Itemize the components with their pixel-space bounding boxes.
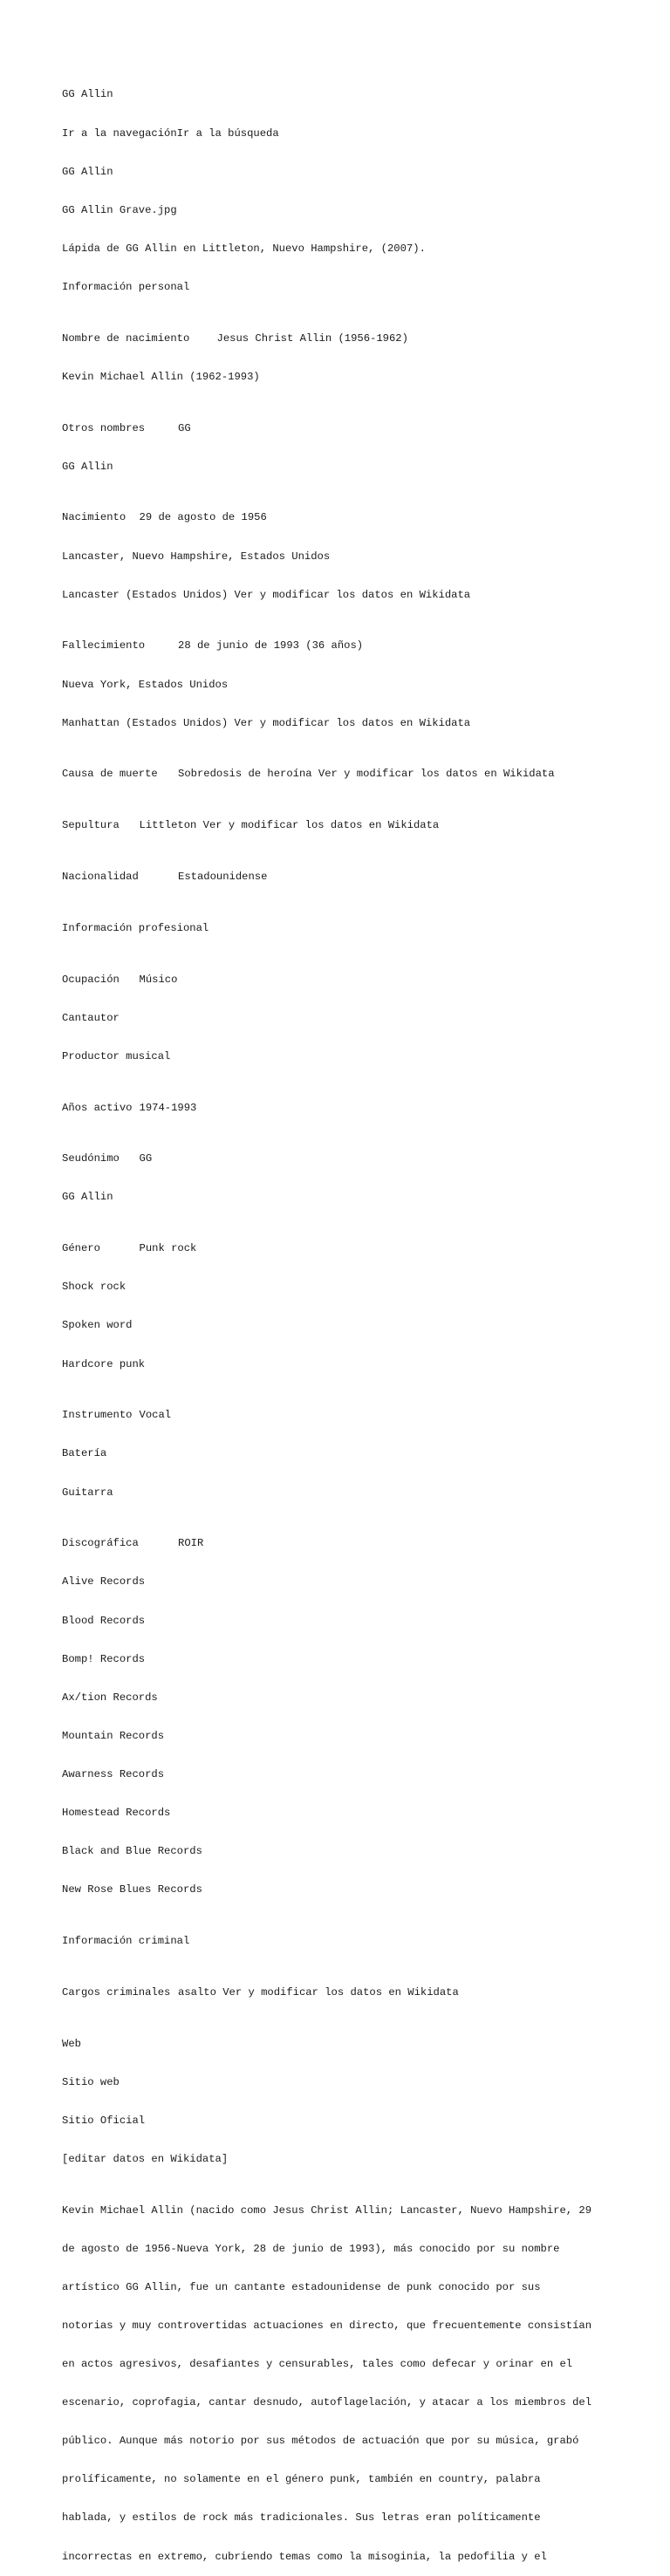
row-continuation: Bomp! Records	[62, 1652, 146, 1665]
row-value: ROIR	[178, 1537, 204, 1550]
row-birth-name	[62, 332, 638, 345]
row-nationality	[62, 871, 638, 884]
row-label: Seudónimo	[62, 1152, 120, 1165]
row-label: Otros nombres	[62, 421, 146, 434]
row-label: Nombre de nacimiento	[62, 331, 190, 345]
section-heading-web: Web	[62, 2037, 81, 2050]
row-continuation: Spoken word	[62, 1319, 133, 1332]
row-continuation[interactable]: Lancaster (Estados Unidos) Ver y modificar los datos en Wikidata	[62, 588, 471, 601]
section-heading-personal: Información personal	[62, 280, 190, 293]
row-label: Cargos criminales	[62, 1985, 171, 1999]
row-continuation: Homestead Records	[62, 1807, 171, 1819]
page-title: GG Allin	[62, 88, 113, 101]
row-continuation[interactable]: Manhattan (Estados Unidos) Ver y modificar los datos en Wikidata	[62, 716, 471, 729]
row-continuation: Ax/tion Records	[62, 1691, 158, 1704]
row-value: Punk rock	[139, 1242, 197, 1255]
row-value: 1974-1993	[139, 1101, 197, 1114]
row-continuation: Blood Records	[62, 1614, 146, 1627]
row-label: Años activo	[62, 1101, 133, 1114]
paragraph-line: público. Aunque más notorio por sus métodos de actuación que por su música, grabó	[62, 2435, 579, 2448]
row-continuation: Guitarra	[62, 1486, 113, 1499]
row-label: Discográfica	[62, 1537, 139, 1550]
row-continuation: Batería	[62, 1447, 107, 1460]
paragraph-line: Kevin Michael Allin (nacido como Jesus Christ Allin; Lancaster, Nuevo Hampshire, 29	[62, 2204, 592, 2217]
row-continuation: Hardcore punk	[62, 1357, 146, 1370]
row-value[interactable]: asalto Ver y modificar los datos en Wikidata	[178, 1985, 459, 1999]
paragraph-line: prolíficamente, no solamente en el género punk, también en country, palabra	[62, 2473, 541, 2486]
edit-wikidata-link[interactable]: [editar datos en Wikidata]	[62, 2152, 229, 2165]
row-value: Jesus Christ Allin (1956-1962)	[216, 331, 408, 345]
row-genre	[62, 1242, 638, 1255]
row-label: Sepultura	[62, 819, 120, 832]
infobox-title: GG Allin	[62, 165, 113, 178]
paragraph-line: incorrectas en extremo, cubriendo temas como la misoginia, la pedofilia y el	[62, 2550, 547, 2563]
row-death	[62, 639, 638, 653]
row-continuation: Productor musical	[62, 1049, 171, 1063]
row-value[interactable]: Littleton Ver y modificar los datos en Wikidata	[139, 819, 440, 832]
row-website-label: Sitio web	[62, 2075, 120, 2088]
row-continuation: Kevin Michael Allin (1962-1993)	[62, 370, 260, 383]
row-criminal-charges	[62, 1986, 638, 1999]
row-continuation: GG Allin	[62, 1191, 113, 1204]
row-value: Estadounidense	[178, 871, 268, 884]
skip-links[interactable]: Ir a la navegaciónIr a la búsqueda	[62, 126, 279, 140]
row-instrument	[62, 1409, 638, 1422]
row-birth	[62, 511, 638, 524]
row-label: Género	[62, 1242, 100, 1255]
row-label: Fallecimiento	[62, 639, 146, 653]
row-value: 29 de agosto de 1956	[139, 511, 267, 524]
row-continuation: Lancaster, Nuevo Hampshire, Estados Unidos	[62, 550, 331, 563]
official-site-link[interactable]: Sitio Oficial	[62, 2114, 146, 2127]
row-value: GG	[139, 1152, 153, 1165]
row-label: Causa de muerte	[62, 768, 158, 781]
row-pseudonym	[62, 1152, 638, 1165]
row-occupation	[62, 974, 638, 987]
section-heading-professional: Información profesional	[62, 921, 209, 934]
paragraph-line: artístico GG Allin, fue un cantante estadounidense de punk conocido por sus	[62, 2280, 541, 2293]
row-continuation: New Rose Blues Records	[62, 1883, 202, 1896]
row-label: Ocupación	[62, 973, 120, 986]
row-years-active	[62, 1102, 638, 1115]
row-value: GG	[178, 421, 191, 434]
row-continuation: Nueva York, Estados Unidos	[62, 678, 229, 691]
row-value: Vocal	[139, 1409, 172, 1422]
row-continuation: Alive Records	[62, 1575, 146, 1589]
image-filename: GG Allin Grave.jpg	[62, 203, 177, 216]
row-other-names	[62, 422, 638, 435]
row-continuation: Cantautor	[62, 1011, 120, 1024]
row-label: Nacionalidad	[62, 871, 139, 884]
document-text	[62, 63, 638, 2576]
paragraph-line: escenario, coprofagia, cantar desnudo, autoflagelación, y atacar a los miembros del	[62, 2396, 592, 2409]
row-value: Músico	[139, 973, 178, 986]
row-cause-of-death	[62, 768, 638, 781]
paragraph-line: notorias y muy controvertidas actuaciones en directo, que frecuentemente consistían	[62, 2319, 592, 2332]
paragraph-line: en actos agresivos, desafiantes y censurables, tales como defecar y orinar en el	[62, 2358, 573, 2371]
row-label: Instrumento	[62, 1409, 133, 1422]
row-continuation: Black and Blue Records	[62, 1845, 202, 1858]
row-label-record	[62, 1537, 638, 1550]
row-value: 28 de junio de 1993 (36 años)	[178, 639, 364, 653]
paragraph-line: de agosto de 1956-Nueva York, 28 de junio de 1993), más conocido por su nombre	[62, 2242, 560, 2255]
row-continuation: Shock rock	[62, 1281, 126, 1294]
row-burial	[62, 819, 638, 832]
row-value[interactable]: Sobredosis de heroína Ver y modificar los datos en Wikidata	[178, 768, 555, 781]
row-label: Nacimiento	[62, 511, 126, 524]
row-continuation: GG Allin	[62, 460, 113, 473]
section-heading-criminal: Información criminal	[62, 1934, 190, 1947]
row-continuation: Awarness Records	[62, 1767, 165, 1780]
image-caption: Lápida de GG Allin en Littleton, Nuevo Hampshire, (2007).	[62, 242, 426, 255]
row-continuation: Mountain Records	[62, 1729, 165, 1742]
paragraph-line: hablada, y estilos de rock más tradicionales. Sus letras eran políticamente	[62, 2511, 541, 2525]
